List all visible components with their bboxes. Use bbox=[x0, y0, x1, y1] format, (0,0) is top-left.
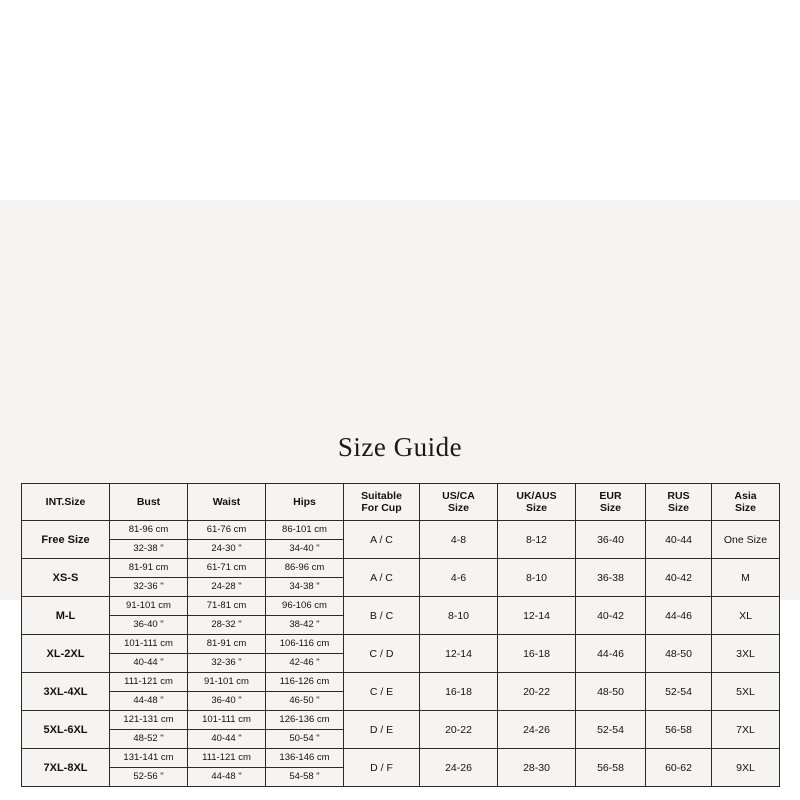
cell-bust bbox=[110, 559, 188, 597]
cell-bust-inch: 48-52 " bbox=[133, 733, 164, 744]
cell-eur: 52-54 bbox=[576, 711, 646, 749]
cell-uk-aus: 12-14 bbox=[498, 597, 576, 635]
cell-rus: 60-62 bbox=[646, 749, 712, 787]
cell-waist-inch: 24-28 " bbox=[211, 581, 242, 592]
cell-asia: 5XL bbox=[712, 673, 780, 711]
cell-uk-aus: 8-10 bbox=[498, 559, 576, 597]
cell-hips-cm: 126-136 cm bbox=[266, 711, 343, 730]
cell-bust bbox=[110, 673, 188, 711]
column-header-hips bbox=[266, 484, 344, 521]
cell-asia: One Size bbox=[712, 521, 780, 559]
cell-rus: 48-50 bbox=[646, 635, 712, 673]
column-header-cup bbox=[344, 484, 420, 521]
cell-bust-cm: 81-96 cm bbox=[110, 521, 187, 540]
cell-waist bbox=[188, 559, 266, 597]
cell-us-ca: 16-18 bbox=[420, 673, 498, 711]
cell-bust-cm: 91-101 cm bbox=[110, 597, 187, 616]
cell-waist-inch: 40-44 " bbox=[211, 733, 242, 744]
cell-rus: 56-58 bbox=[646, 711, 712, 749]
cell-uk-aus: 8-12 bbox=[498, 521, 576, 559]
column-header-line: Waist bbox=[212, 495, 241, 508]
cell-us-ca: 4-6 bbox=[420, 559, 498, 597]
column-header-line: Bust bbox=[136, 495, 161, 508]
cell-waist-inch: 44-48 " bbox=[211, 771, 242, 782]
cell-hips-cm: 116-126 cm bbox=[266, 673, 343, 692]
cell-waist-cm: 91-101 cm bbox=[188, 673, 265, 692]
cell-hips-inch: 50-54 " bbox=[289, 733, 320, 744]
cell-us-ca: 20-22 bbox=[420, 711, 498, 749]
cell-hips-cm: 106-116 cm bbox=[266, 635, 343, 654]
cell-waist bbox=[188, 521, 266, 559]
column-header-waist bbox=[188, 484, 266, 521]
cell-hips bbox=[266, 673, 344, 711]
cell-rus: 44-46 bbox=[646, 597, 712, 635]
cell-eur: 48-50 bbox=[576, 673, 646, 711]
column-header-rus bbox=[646, 484, 712, 521]
cell-int-size: XL-2XL bbox=[22, 635, 110, 673]
column-header-line: For Cup bbox=[361, 502, 402, 514]
cell-asia: 7XL bbox=[712, 711, 780, 749]
column-header-line: Size bbox=[447, 502, 469, 514]
cell-hips-inch: 42-46 " bbox=[289, 657, 320, 668]
cell-rus: 40-44 bbox=[646, 521, 712, 559]
column-header-line: Hips bbox=[293, 495, 316, 508]
table-row bbox=[22, 749, 780, 787]
cell-bust-cm: 81-91 cm bbox=[110, 559, 187, 578]
cell-hips-inch: 34-38 " bbox=[289, 581, 320, 592]
cell-us-ca: 24-26 bbox=[420, 749, 498, 787]
column-header-line: Size bbox=[734, 502, 756, 514]
cell-int-size: 5XL-6XL bbox=[22, 711, 110, 749]
cell-cup: D / F bbox=[344, 749, 420, 787]
cell-bust-inch: 32-36 " bbox=[133, 581, 164, 592]
cell-waist bbox=[188, 711, 266, 749]
table-row bbox=[22, 711, 780, 749]
table-header-row bbox=[22, 484, 780, 521]
column-header-us-ca bbox=[420, 484, 498, 521]
cell-bust-inch: 40-44 " bbox=[133, 657, 164, 668]
cell-hips-cm: 86-96 cm bbox=[266, 559, 343, 578]
column-header-line: Suitable bbox=[361, 489, 402, 502]
table-row bbox=[22, 521, 780, 559]
cell-hips-inch: 46-50 " bbox=[289, 695, 320, 706]
page-title: Size Guide bbox=[337, 432, 463, 462]
cell-int-size: 3XL-4XL bbox=[22, 673, 110, 711]
cell-int-size: Free Size bbox=[22, 521, 110, 559]
column-header-line: US/CA bbox=[442, 489, 475, 502]
cell-waist bbox=[188, 635, 266, 673]
column-header-line: UK/AUS bbox=[516, 489, 557, 502]
cell-waist bbox=[188, 749, 266, 787]
cell-asia: 3XL bbox=[712, 635, 780, 673]
column-header-line: EUR bbox=[599, 489, 622, 502]
cell-us-ca: 12-14 bbox=[420, 635, 498, 673]
table-row bbox=[22, 597, 780, 635]
size-table-container bbox=[21, 483, 779, 787]
column-header-int-size bbox=[22, 484, 110, 521]
cell-waist-inch: 36-40 " bbox=[211, 695, 242, 706]
cell-int-size: XS-S bbox=[22, 559, 110, 597]
column-header-line: INT.Size bbox=[45, 495, 86, 508]
cell-bust bbox=[110, 597, 188, 635]
cell-bust bbox=[110, 635, 188, 673]
cell-bust-inch: 44-48 " bbox=[133, 695, 164, 706]
column-header-line: RUS bbox=[667, 489, 690, 502]
column-header-uk-aus bbox=[498, 484, 576, 521]
cell-cup: A / C bbox=[344, 559, 420, 597]
cell-bust-cm: 111-121 cm bbox=[110, 673, 187, 692]
cell-bust-cm: 121-131 cm bbox=[110, 711, 187, 730]
cell-hips bbox=[266, 749, 344, 787]
cell-cup: D / E bbox=[344, 711, 420, 749]
table-header bbox=[22, 484, 780, 521]
cell-uk-aus: 16-18 bbox=[498, 635, 576, 673]
cell-waist-cm: 61-76 cm bbox=[188, 521, 265, 540]
cell-bust bbox=[110, 521, 188, 559]
cell-waist-inch: 24-30 " bbox=[211, 543, 242, 554]
cell-bust-inch: 52-56 " bbox=[133, 771, 164, 782]
column-header-eur bbox=[576, 484, 646, 521]
size-guide-panel bbox=[0, 200, 800, 782]
cell-cup: C / E bbox=[344, 673, 420, 711]
cell-hips bbox=[266, 635, 344, 673]
cell-uk-aus: 28-30 bbox=[498, 749, 576, 787]
cell-hips-inch: 34-40 " bbox=[289, 543, 320, 554]
cell-int-size: 7XL-8XL bbox=[22, 749, 110, 787]
cell-hips-inch: 38-42 " bbox=[289, 619, 320, 630]
cell-waist-inch: 28-32 " bbox=[211, 619, 242, 630]
cell-asia: 9XL bbox=[712, 749, 780, 787]
cell-bust-inch: 36-40 " bbox=[133, 619, 164, 630]
cell-cup: C / D bbox=[344, 635, 420, 673]
cell-bust-cm: 101-111 cm bbox=[110, 635, 187, 654]
cell-bust-cm: 131-141 cm bbox=[110, 749, 187, 768]
cell-rus: 40-42 bbox=[646, 559, 712, 597]
cell-waist-cm: 81-91 cm bbox=[188, 635, 265, 654]
cell-waist-cm: 61-71 cm bbox=[188, 559, 265, 578]
column-header-line: Size bbox=[667, 502, 689, 514]
column-header-asia bbox=[712, 484, 780, 521]
cell-hips-cm: 96-106 cm bbox=[266, 597, 343, 616]
column-header-line: Size bbox=[525, 502, 547, 514]
column-header-bust bbox=[110, 484, 188, 521]
size-table bbox=[21, 483, 780, 787]
cell-bust bbox=[110, 711, 188, 749]
cell-us-ca: 4-8 bbox=[420, 521, 498, 559]
cell-us-ca: 8-10 bbox=[420, 597, 498, 635]
cell-uk-aus: 24-26 bbox=[498, 711, 576, 749]
cell-eur: 40-42 bbox=[576, 597, 646, 635]
cell-waist-inch: 32-36 " bbox=[211, 657, 242, 668]
cell-bust bbox=[110, 749, 188, 787]
cell-int-size: M-L bbox=[22, 597, 110, 635]
cell-hips bbox=[266, 559, 344, 597]
table-row bbox=[22, 635, 780, 673]
cell-cup: B / C bbox=[344, 597, 420, 635]
cell-eur: 36-40 bbox=[576, 521, 646, 559]
table-body bbox=[22, 521, 780, 787]
cell-hips bbox=[266, 711, 344, 749]
cell-waist bbox=[188, 673, 266, 711]
cell-eur: 56-58 bbox=[576, 749, 646, 787]
cell-waist-cm: 111-121 cm bbox=[188, 749, 265, 768]
cell-cup: A / C bbox=[344, 521, 420, 559]
cell-hips-cm: 86-101 cm bbox=[266, 521, 343, 540]
column-header-line: Asia bbox=[734, 489, 757, 502]
cell-waist-cm: 71-81 cm bbox=[188, 597, 265, 616]
cell-eur: 36-38 bbox=[576, 559, 646, 597]
cell-rus: 52-54 bbox=[646, 673, 712, 711]
cell-waist bbox=[188, 597, 266, 635]
cell-asia: M bbox=[712, 559, 780, 597]
cell-bust-inch: 32-38 " bbox=[133, 543, 164, 554]
table-row bbox=[22, 673, 780, 711]
cell-asia: XL bbox=[712, 597, 780, 635]
cell-hips bbox=[266, 521, 344, 559]
cell-uk-aus: 20-22 bbox=[498, 673, 576, 711]
cell-eur: 44-46 bbox=[576, 635, 646, 673]
cell-waist-cm: 101-111 cm bbox=[188, 711, 265, 730]
column-header-line: Size bbox=[599, 502, 621, 514]
table-row bbox=[22, 559, 780, 597]
cell-hips-cm: 136-146 cm bbox=[266, 749, 343, 768]
cell-hips bbox=[266, 597, 344, 635]
cell-hips-inch: 54-58 " bbox=[289, 771, 320, 782]
